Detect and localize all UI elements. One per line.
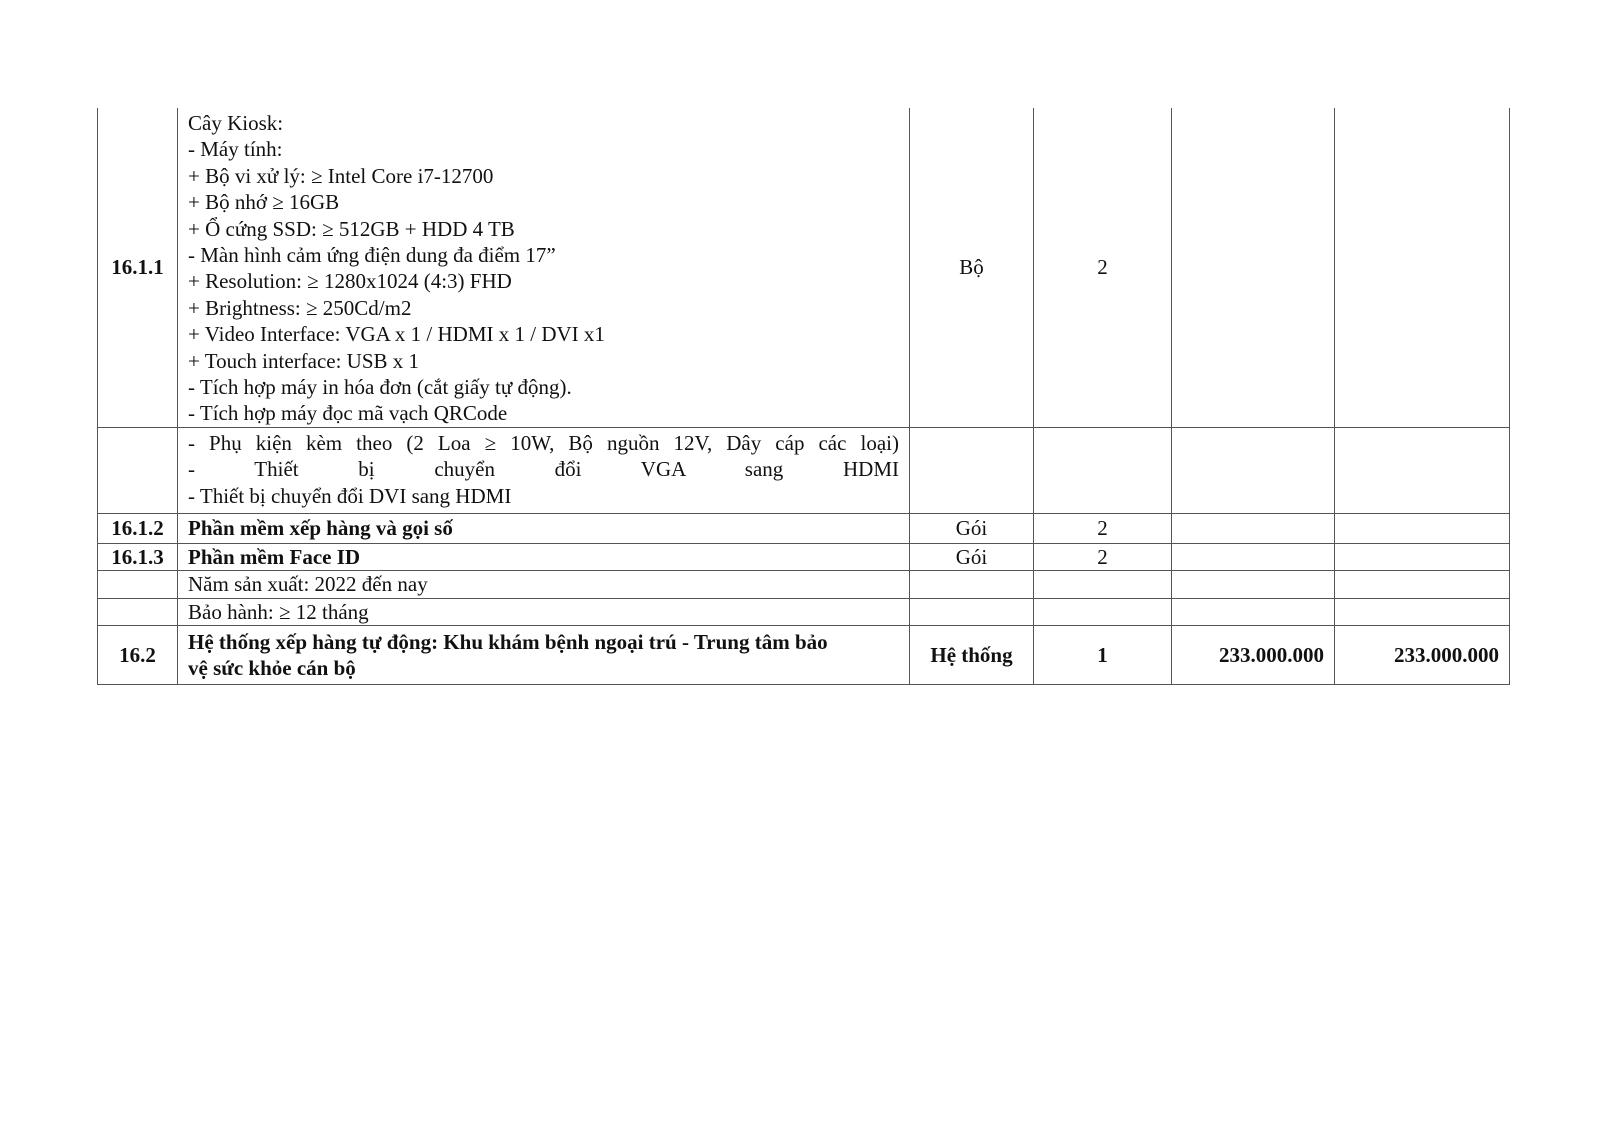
spec-line: + Touch interface: USB x 1 xyxy=(188,348,420,373)
spec-line: Cây Kiosk: xyxy=(188,111,284,135)
table-row-queue-software xyxy=(98,513,1510,543)
item-unit-price xyxy=(1172,543,1335,570)
spec-line: + Bộ vi xử lý: ≥ Intel Core i7-12700 xyxy=(188,163,494,188)
item-total: 233.000.000 xyxy=(1335,626,1510,685)
item-quantity xyxy=(1034,598,1172,625)
item-unit xyxy=(910,598,1034,625)
table-row-face-id xyxy=(98,543,1510,570)
item-total xyxy=(1335,108,1510,427)
item-unit: Bộ xyxy=(910,108,1034,427)
item-code xyxy=(98,598,178,625)
table-row-kiosk xyxy=(98,108,1510,427)
item-unit-price xyxy=(1172,571,1335,598)
item-total xyxy=(1335,598,1510,625)
item-unit-price xyxy=(1172,427,1335,513)
item-quantity xyxy=(1034,427,1172,513)
item-total xyxy=(1335,543,1510,570)
item-quantity: 2 xyxy=(1034,108,1172,427)
item-unit-price xyxy=(1172,513,1335,543)
item-quantity: 1 xyxy=(1034,626,1172,685)
item-unit-price xyxy=(1172,598,1335,625)
equipment-spec-table xyxy=(97,108,1510,685)
spec-line: + Brightness: ≥ 250Cd/m2 xyxy=(188,295,412,320)
spec-line: - Phụ kiện kèm theo (2 Loa ≥ 10W, Bộ nguồn 12V, Dây cáp các loại) xyxy=(188,430,899,455)
item-description xyxy=(178,108,910,427)
spec-line: + Resolution: ≥ 1280x1024 (4:3) FHD xyxy=(188,269,512,294)
spec-line: - Màn hình cảm ứng điện dung đa điểm 17” xyxy=(188,243,556,268)
item-unit xyxy=(910,427,1034,513)
item-code: 16.1.1 xyxy=(98,108,178,427)
item-description xyxy=(178,427,910,513)
item-description: Bảo hành: ≥ 12 tháng xyxy=(178,598,910,625)
spec-line: - Tích hợp máy in hóa đơn (cắt giấy tự động). xyxy=(188,375,572,400)
item-unit-price xyxy=(1172,108,1335,427)
system-name-line: vệ sức khỏe cán bộ xyxy=(188,656,356,681)
item-code xyxy=(98,427,178,513)
item-unit-price: 233.000.000 xyxy=(1172,626,1335,685)
item-unit: Hệ thống xyxy=(910,626,1034,685)
item-code: 16.2 xyxy=(98,626,178,685)
item-total xyxy=(1335,571,1510,598)
table-row-accessories xyxy=(98,427,1510,513)
spec-line: + Ổ cứng SSD: ≥ 512GB + HDD 4 TB xyxy=(188,216,515,241)
table-row-system xyxy=(98,626,1510,685)
item-quantity: 2 xyxy=(1034,513,1172,543)
spec-line: - Thiết bị chuyển đổi DVI sang HDMI xyxy=(188,483,512,508)
item-quantity: 2 xyxy=(1034,543,1172,570)
item-description: Năm sản xuất: 2022 đến nay xyxy=(178,571,910,598)
spec-line: - Thiết bị chuyển đổi VGA sang HDMI xyxy=(188,457,899,482)
item-description xyxy=(178,626,910,685)
item-unit: Gói xyxy=(910,513,1034,543)
item-unit: Gói xyxy=(910,543,1034,570)
item-code xyxy=(98,571,178,598)
table-row-warranty xyxy=(98,598,1510,625)
spec-line: + Video Interface: VGA x 1 / HDMI x 1 / DVI x1 xyxy=(188,322,605,347)
table-row-year xyxy=(98,571,1510,598)
item-code: 16.1.2 xyxy=(98,513,178,543)
system-name-line: Hệ thống xếp hàng tự động: Khu khám bệnh ngoại trú - Trung tâm bảo xyxy=(188,630,828,655)
item-code: 16.1.3 xyxy=(98,543,178,570)
item-quantity xyxy=(1034,571,1172,598)
spec-line: - Tích hợp máy đọc mã vạch QRCode xyxy=(188,401,508,426)
item-unit xyxy=(910,571,1034,598)
item-description: Phần mềm Face ID xyxy=(178,543,910,570)
spec-line: - Máy tính: xyxy=(188,137,283,162)
spec-line: + Bộ nhớ ≥ 16GB xyxy=(188,190,340,215)
item-description: Phần mềm xếp hàng và gọi số xyxy=(178,513,910,543)
item-total xyxy=(1335,513,1510,543)
item-total xyxy=(1335,427,1510,513)
